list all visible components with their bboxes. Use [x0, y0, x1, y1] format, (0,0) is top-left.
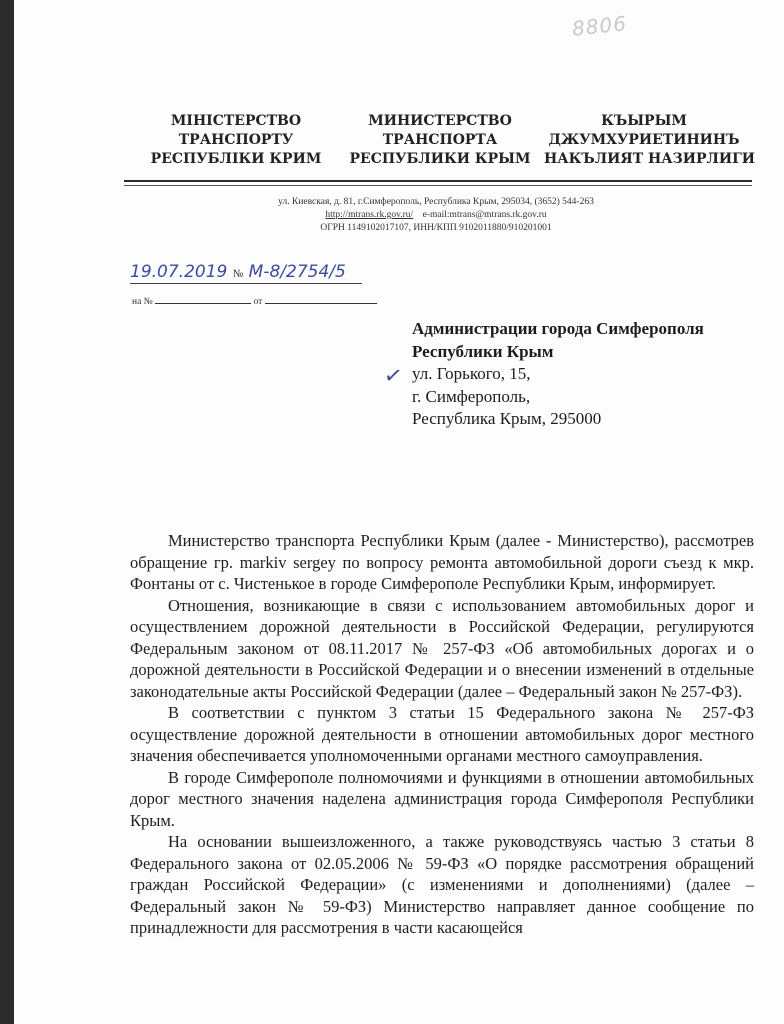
- letterhead-ukrainian: МІНІСТЕРСТВО ТРАНСПОРТУ РЕСПУБЛІКИ КРИМ: [150, 113, 322, 167]
- addressee-org-line2: Республики Крым: [412, 341, 554, 361]
- paragraph-4: В городе Симферополе полномочиями и функциями в отношении автомобильных дорог местного значения наделена администрация города Симферополя Республики Крым.: [130, 767, 754, 830]
- paragraph-2: Отношения, возникающие в связи с использованием автомобильных дорог и осуществлением дорожной деятельности в Российской Федерации, регулируются Федеральным законом от 08.11.2017 № 257-ФЗ «Об автомобильных дорогах и о дорожной деятельности в Российской Федерации и о внесении изменений в отдельные законодательные акты Российской Федерации (далее – Федеральный закон № 257-ФЗ).: [130, 595, 754, 701]
- reply-reference: на № от: [132, 294, 377, 307]
- letterhead-divider-thin: [124, 185, 752, 186]
- handwritten-corner-mark: 8806: [570, 11, 629, 41]
- contact-block: [220, 196, 652, 235]
- letterhead-russian: МИНИСТЕРСТВО ТРАНСПОРТА РЕСПУБЛИКИ КРЫМ: [349, 113, 531, 167]
- paragraph-1: Министерство транспорта Республики Крым (далее - Министерство), рассмотрев обращение гр. markiv sergey по вопросу ремонта автомобильной дороги съезд к мкр. Фонтаны от с. Чистенькое в городе Симферополе Республики Крым, информирует.: [130, 531, 754, 593]
- outgoing-registration: [130, 262, 346, 288]
- addressee-street: ул. Горького, 15,: [412, 364, 531, 383]
- paragraph-3: В соответствии с пунктом 3 статьи 15 Федерального закона № 257-ФЗ осуществление дорожной деятельности в отношении автомобильных дорог местного значения обеспечивается уполномоченными органами местного самоуправления.: [130, 703, 754, 765]
- addressee-block: [412, 318, 762, 431]
- registration-number: М-8/2754/5: [248, 262, 346, 282]
- letterhead-divider: [124, 180, 752, 182]
- letterhead: [0, 112, 784, 168]
- registration-underline: [130, 283, 362, 284]
- addressee-city: г. Симферополь,: [412, 386, 531, 406]
- contact-address: ул. Киевская, д. 81, г.Симферополь, Республика Крым, 295034, (3652) 544-263: [278, 197, 594, 207]
- checkmark-icon: ✓: [382, 362, 405, 391]
- website-link[interactable]: http://mtrans.rk.gov.ru/: [325, 210, 414, 220]
- reply-number-blank: [155, 294, 251, 304]
- paragraph-5: На основании вышеизложенного, а также руководствуясь частью 3 статьи 8 Федерального закона от 02.05.2006 № 59-ФЗ «О порядке рассмотрения обращений граждан Российской Федерации» (с изменениями и дополнениями) (далее – Федеральный закон № 59-ФЗ) Министерство направляет данное сообщение по принадлежности для рассмотрения в части касающейся: [130, 832, 754, 937]
- registration-ids: ОГРН 1149102017107, ИНН/КПП 9102011880/910201001: [320, 223, 552, 233]
- letterhead-crimean-tatar: КЪЫРЫМ ДЖУМХУРИЕТИНИНЪ НАКЪЛИЯТ НАЗИРЛИГИ: [544, 113, 755, 167]
- addressee-region: Республика Крым, 295000: [412, 409, 602, 428]
- registration-date: 19.07.2019: [130, 262, 228, 282]
- addressee-org-line1: Администрации города Симферополя: [412, 319, 704, 338]
- letter-body: [130, 530, 754, 939]
- email-text: e-mail:mtrans@mtrans.rk.gov.ru: [422, 210, 547, 220]
- number-sign: №: [232, 268, 244, 280]
- reply-date-blank: [265, 294, 377, 304]
